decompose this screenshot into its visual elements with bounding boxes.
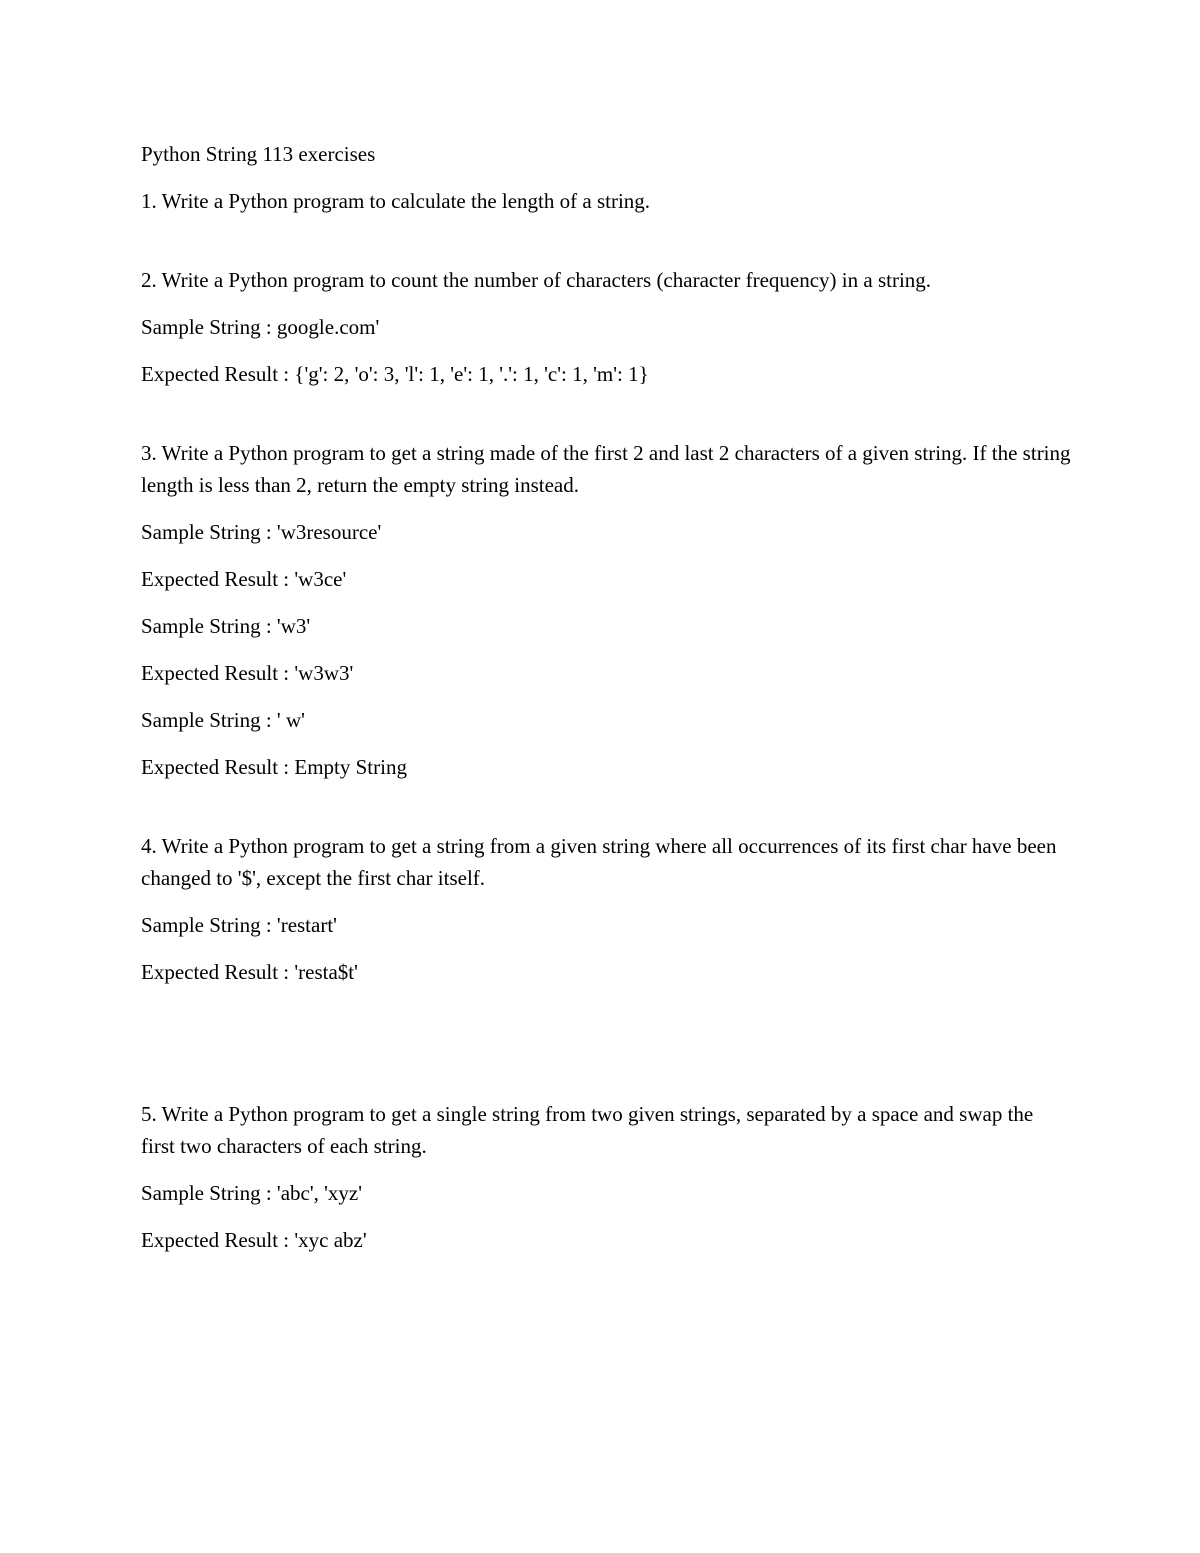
exercise-3-sample-string-1: Sample String : 'w3resource' <box>141 520 382 544</box>
exercise-3-prompt: 3. Write a Python program to get a string made of the first 2 and last 2 characters of a given string. If the string length is less than 2, return the empty string instead. <box>141 441 1071 497</box>
document-content <box>141 138 1071 1256</box>
exercise-2-prompt: 2. Write a Python program to count the number of characters (character frequency) in a string. <box>141 268 932 292</box>
exercise-3-sample-string-3: Sample String : ' w' <box>141 708 305 732</box>
exercise-4-expected-result: Expected Result : 'resta$t' <box>141 960 358 984</box>
exercise-3-expected-result-1: Expected Result : 'w3ce' <box>141 567 347 591</box>
exercise-2-sample-string: Sample String : google.com' <box>141 315 380 339</box>
exercise-5-sample-string: Sample String : 'abc', 'xyz' <box>141 1181 363 1205</box>
exercise-1-prompt: 1. Write a Python program to calculate the length of a string. <box>141 189 651 213</box>
exercise-5-expected-result: Expected Result : 'xyc abz' <box>141 1228 367 1252</box>
document-title: Python String 113 exercises <box>141 142 376 166</box>
exercise-4-prompt: 4. Write a Python program to get a string from a given string where all occurrences of its first char have been changed to '$', except the first char itself. <box>141 834 1057 890</box>
exercise-5-prompt: 5. Write a Python program to get a single string from two given strings, separated by a space and swap the first two characters of each string. <box>141 1102 1034 1158</box>
exercise-4-sample-string: Sample String : 'restart' <box>141 913 337 937</box>
exercise-3-expected-result-3: Expected Result : Empty String <box>141 755 407 779</box>
exercise-3-sample-string-2: Sample String : 'w3' <box>141 614 311 638</box>
exercise-3-expected-result-2: Expected Result : 'w3w3' <box>141 661 354 685</box>
exercise-2-expected-result: Expected Result : {'g': 2, 'o': 3, 'l': 1, 'e': 1, '.': 1, 'c': 1, 'm': 1} <box>141 362 649 386</box>
